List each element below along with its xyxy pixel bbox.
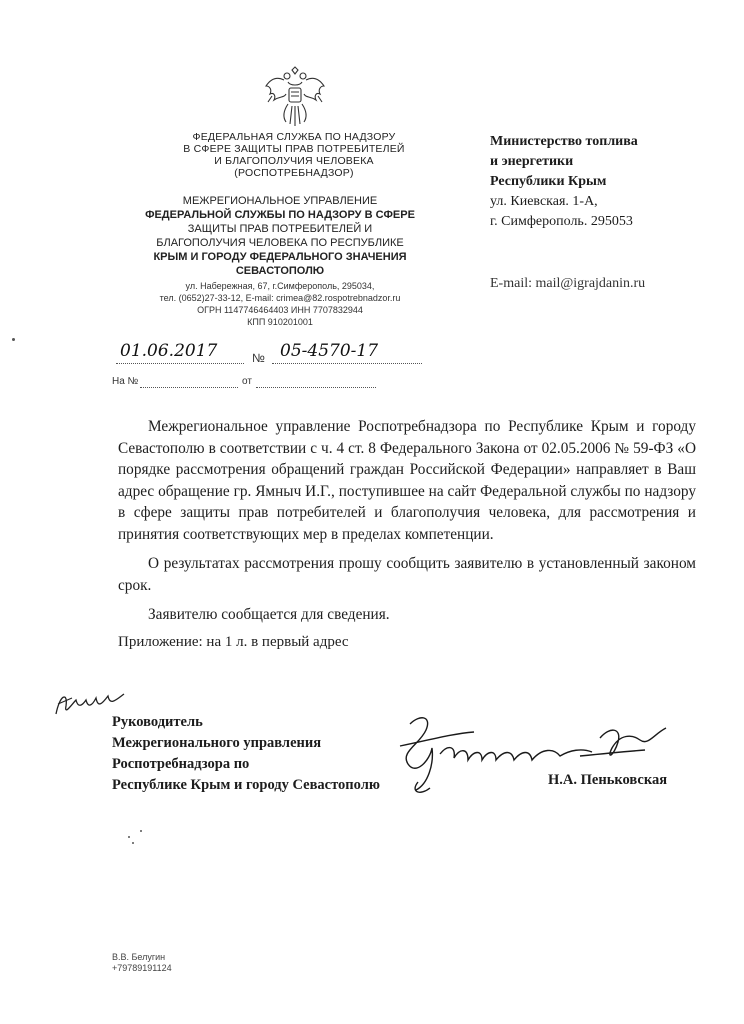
handwritten-number: 05-4570-17: [280, 341, 379, 361]
recipient-email: E-mail: mail@igrajdanin.ru: [490, 276, 646, 291]
scan-speck: [132, 842, 134, 844]
reply-to-label: На №: [112, 376, 139, 387]
executor-block: [112, 952, 172, 974]
recipient-block: [490, 132, 730, 232]
recipient-line: Республики Крым: [490, 174, 607, 189]
from-label: от: [242, 376, 252, 387]
scan-speck: [140, 830, 142, 832]
contact-phone-email: тел. (0652)27-33-12, E-mail: crimea@82.rospotrebnadzor.ru: [159, 293, 401, 303]
department-name-line: БЛАГОПОЛУЧИЯ ЧЕЛОВЕКА ПО РЕСПУБЛИКЕ: [156, 237, 404, 249]
scan-speck: [12, 338, 15, 341]
signatory-name: Н.А. Пеньковская: [548, 772, 668, 788]
reply-number-underline: [140, 387, 238, 388]
registration-line: [112, 343, 432, 393]
executor-phone: +79789191124: [112, 963, 172, 973]
department-name-block: [130, 194, 430, 278]
handwritten-date: 01.06.2017: [120, 341, 218, 361]
letter-body: [118, 416, 696, 626]
service-name-block: [160, 131, 428, 179]
number-underline: [272, 363, 422, 364]
number-symbol: №: [252, 351, 265, 365]
signatory-title-line: Руководитель: [112, 714, 203, 730]
body-paragraph: Заявителю сообщается для сведения.: [148, 606, 390, 623]
department-name-line: КРЫМ И ГОРОДУ ФЕДЕРАЛЬНОГО ЗНАЧЕНИЯ: [153, 251, 407, 263]
department-name-line: МЕЖРЕГИОНАЛЬНОЕ УПРАВЛЕНИЕ: [182, 195, 378, 207]
coat-of-arms-emblem: [262, 66, 328, 128]
scan-speck: [128, 836, 130, 838]
recipient-address: ул. Киевская. 1-А,: [490, 194, 598, 209]
from-date-underline: [256, 387, 376, 388]
department-name-line: ЗАЩИТЫ ПРАВ ПОТРЕБИТЕЛЕЙ И: [187, 223, 373, 235]
attachment-note: Приложение: на 1 л. в первый адрес: [118, 634, 349, 650]
department-name-line: ФЕДЕРАЛЬНОЙ СЛУЖБЫ ПО НАДЗОРУ В СФЕРЕ: [145, 209, 415, 221]
service-name-line: И БЛАГОПОЛУЧИЯ ЧЕЛОВЕКА: [214, 155, 374, 167]
service-name-line: ФЕДЕРАЛЬНАЯ СЛУЖБА ПО НАДЗОРУ: [192, 131, 396, 143]
department-name-line: СЕВАСТОПОЛЮ: [235, 265, 325, 277]
recipient-line: Министерство топлива: [490, 134, 638, 149]
contact-ogrn-inn: ОГРН 1147746464403 ИНН 7707832944: [197, 305, 363, 315]
contact-address: ул. Набережная, 67, г.Симферополь, 295034,: [185, 281, 375, 291]
contact-kpp: КПП 910201001: [247, 317, 313, 327]
recipient-line: и энергетики: [490, 154, 574, 169]
service-name-line: (РОСПОТРЕБНАДЗОР): [234, 167, 354, 179]
body-paragraph: О результатах рассмотрения прошу сообщить заявителю в установленный законом срок.: [118, 555, 696, 594]
contact-details: [120, 280, 440, 328]
service-name-line: В СФЕРЕ ЗАЩИТЫ ПРАВ ПОТРЕБИТЕЛЕЙ: [183, 143, 405, 155]
recipient-city: г. Симферополь. 295053: [490, 214, 633, 229]
date-underline: [116, 363, 244, 364]
signatory-title-line: Межрегионального управления: [112, 735, 322, 751]
handwritten-signature: [370, 704, 680, 804]
executor-name: В.В. Белугин: [112, 952, 166, 962]
signatory-title-line: Республике Крым и городу Севастополю: [112, 777, 380, 793]
body-paragraph: Межрегиональное управление Роспотребнадзора по Республике Крым и городу Севастополю в соответствии с ч. 4 ст. 8 Федерального Закона от 02.05.2006 № 59-ФЗ «О порядке рассмотрения обращений граждан Российской Федерации» направляет в Ваш адрес обращение гр. Ямныч И.Г., поступившее на сайт Федеральной службы по надзору в сфере защиты прав потребителей и благополучия человека, для рассмотрения и принятия соответствующих мер в пределах компетенции.: [118, 418, 696, 543]
signatory-title-line: Роспотребнадзора по: [112, 756, 250, 772]
